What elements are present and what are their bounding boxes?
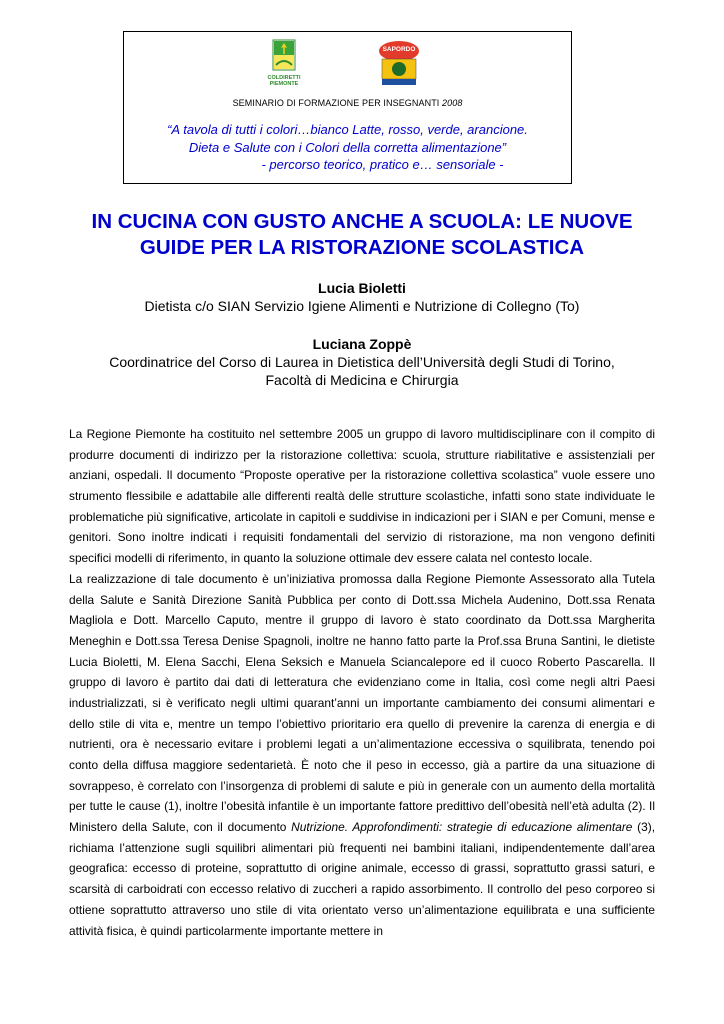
seminar-label: SEMINARIO DI FORMAZIONE PER INSEGNANTI xyxy=(232,98,442,108)
article-body xyxy=(69,424,655,941)
article-title xyxy=(40,209,684,261)
seminar-quote xyxy=(124,121,571,174)
title-line-2: GUIDE PER LA RISTORAZIONE SCOLASTICA xyxy=(139,236,585,259)
seminar-subtitle xyxy=(124,98,571,108)
coldiretti-emblem-icon xyxy=(263,38,305,74)
paragraph-2 xyxy=(69,569,655,941)
seminar-header-box xyxy=(123,31,572,184)
paragraph-1: La Regione Piemonte ha costituito nel settembre 2005 un gruppo di lavoro multidisciplinare con il compito di produrre documenti di indirizzo per la ristorazione collettiva: scuola, strutture riabilitative e assistenziali per anziani, ospedali. Il documento “Proposte operative per la ristorazione collettiva scolastica” vuole essere uno strumento flessibile e adattabile alle differenti realtà delle strutture scolastiche, infatti sono state individuate le problematiche più significative, articolate in capitoli e suddivise in indicazioni per i SIAN e per Comuni, mense e genitori. Sono inoltre indicati i requisiti fondamentali del servizio di ristorazione, ma non vengono definiti specifici modelli di riferimento, in quanto la soluzione ottimale dev essere calata nel contesto locale. xyxy=(69,427,655,566)
author-block-1 xyxy=(40,279,684,315)
paragraph-2-text-continued: (3), richiama l’attenzione sugli squilibri alimentari più frequenti nei bambini italiani, indipendentemente dall’area geografica: eccesso di proteine, soprattutto di origine animale, eccesso di grassi, soprattutto grassi saturi, e scarsità di carboidrati con eccesso relativo di zuccheri a rapido assorbimento. Il controllo del peso corporeo si ottiene soprattutto attraverso uno stile di vita orientato verso un’alimentazione equilibrata e una sufficiente attività fisica, è quindi particolarmente importante mettere in xyxy=(69,820,655,938)
coldiretti-logo-text: COLDIRETTI PIEMONTE xyxy=(267,75,301,87)
author-affiliation: Dietista c/o SIAN Servizio Igiene Alimenti e Nutrizione di Collegno (To) xyxy=(144,298,580,314)
author-name: Lucia Bioletti xyxy=(318,280,406,296)
sapordo-wordmark xyxy=(382,43,416,53)
author-affiliation: Coordinatrice del Corso di Laurea in Dietistica dell’Università degli Studi di Torino, xyxy=(109,354,615,370)
paragraph-2-text: La realizzazione di tale documento è un’iniziativa promossa dalla Regione Piemonte Assessorato alla Tutela della Salute e Sanità Direzione Sanità Pubblica per conto di Dott.ssa Michela Audenino, Dott.ssa Renata Magliola e Dott. Marcello Caputo, mentre il gruppo di lavoro è stato coordinato da Dott.ssa Margherita Meneghin e Dott.ssa Teresa Denise Spagnoli, inoltre ne hanno fatto parte la Prof.ssa Bruna Santini, le dietiste Lucia Bioletti, M. Elena Sacchi, Elena Seksich e Manuela Sciancalepore ed il cuoco Roberto Pascarella. Il gruppo di lavoro è partito dai dati di letteratura che evidenziano come in Italia, così come negli altri Paesi industrializzati, si è verificato negli ultimi quarant’anni un importante cambiamento dei consumi alimentari e dello stile di vita e, mentre un tempo l’obiettivo prioritario era quello di prevenire la carenza di energia e di nutrienti, ora è necessario evitare i problemi legati a un’alimentazione eccessiva o squilibrata, tenendo poi conto della diffusa maggiore sedentarietà. È noto che il peso in eccesso, già a partire da una situazione di sovrappeso, è correlato con l’insorgenza di problemi di salute e più in generale con un aumento della mortalità per tutte le cause (1), inoltre l’obesità infantile è un importante fattore predittivo dell’obesità nell’età adulta (2). Il Ministero della Salute, con il documento xyxy=(69,571,655,835)
quote-line-2: Dieta e Salute con i Colori della corretta alimentazione” xyxy=(188,139,507,155)
sapordo-wordmark-text: SAPORDO xyxy=(382,46,416,53)
cited-document-title: Nutrizione. Approfondimenti: strategie di educazione alimentare xyxy=(291,820,633,835)
author-affiliation-line-2: Facoltà di Medicina e Chirurgia xyxy=(265,372,459,388)
quote-line-1: “A tavola di tutti i colori…bianco Latte, rosso, verde, arancione. xyxy=(167,122,528,137)
author-block-2 xyxy=(40,335,684,389)
coldiretti-logo xyxy=(263,38,305,88)
title-line-1: IN CUCINA CON GUSTO ANCHE A SCUOLA: LE NUOVE xyxy=(91,210,633,233)
author-name: Luciana Zoppè xyxy=(312,336,412,352)
seminar-year: 2008 xyxy=(442,98,463,108)
quote-line-3: - percorso teorico, pratico e… sensoriale - xyxy=(261,157,504,172)
